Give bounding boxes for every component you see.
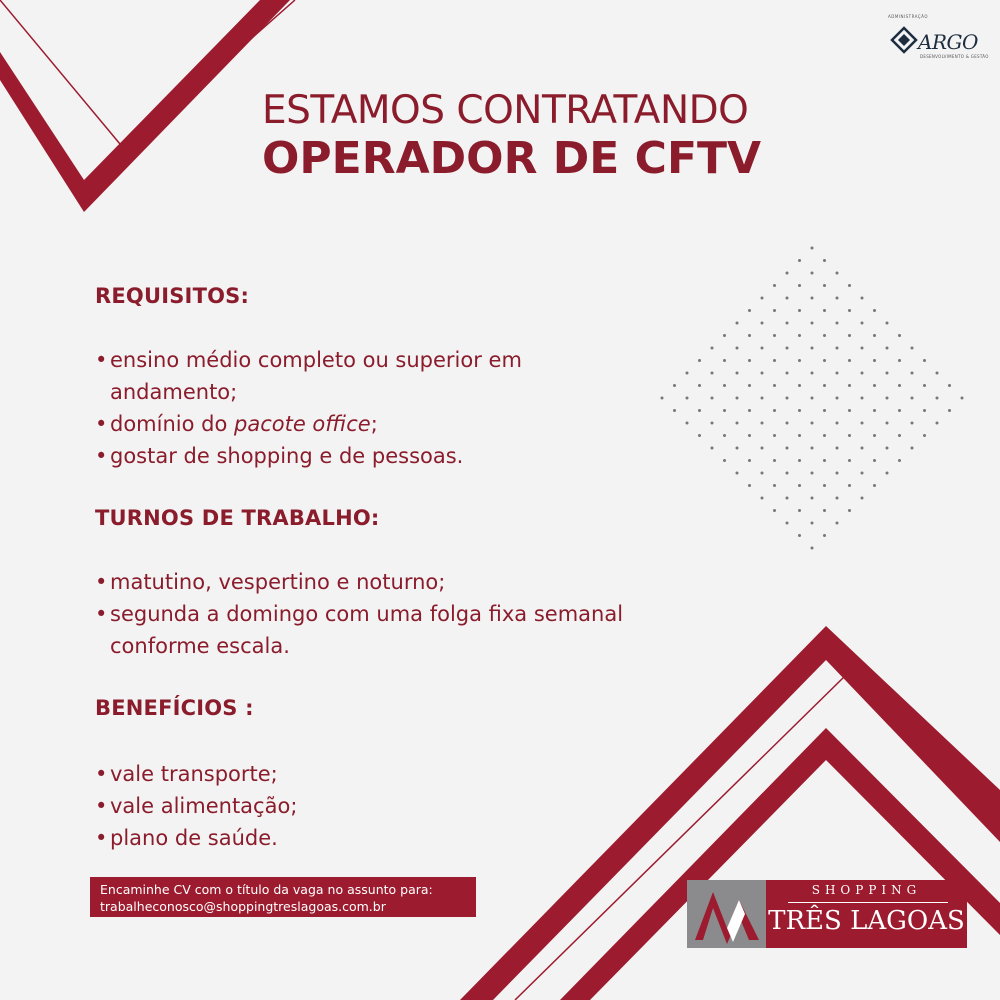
pattern-dot xyxy=(761,372,764,375)
pattern-dot xyxy=(961,397,964,400)
pattern-dot xyxy=(761,347,764,350)
pattern-dot xyxy=(761,397,764,400)
pattern-dot xyxy=(861,472,864,475)
pattern-dot xyxy=(836,472,839,475)
pattern-dot xyxy=(711,397,714,400)
pattern-dot xyxy=(723,459,726,462)
pattern-dot xyxy=(936,397,939,400)
headline-line-2: OPERADOR DE CFTV xyxy=(262,133,762,184)
pattern-dot xyxy=(761,497,764,500)
bullet-icon: • xyxy=(95,444,108,468)
pattern-dot xyxy=(848,359,851,362)
list-item-text-cont: conforme escala. xyxy=(110,634,290,658)
pattern-dot xyxy=(836,497,839,500)
list-item-text: segunda a domingo com uma folga fixa semanal xyxy=(110,602,624,626)
pattern-dot xyxy=(911,372,914,375)
pattern-dot xyxy=(786,397,789,400)
pattern-dot xyxy=(723,334,726,337)
pattern-dot xyxy=(836,397,839,400)
pattern-dot xyxy=(698,434,701,437)
pattern-dot xyxy=(823,259,826,262)
bullet-icon: • xyxy=(95,570,108,594)
list-beneficios xyxy=(95,758,297,854)
pattern-dot xyxy=(748,309,751,312)
list-item-italic: pacote office xyxy=(234,412,371,436)
section-title-beneficios: BENEFÍCIOS : xyxy=(95,696,254,720)
pattern-dot xyxy=(836,297,839,300)
pattern-dot xyxy=(886,347,889,350)
pattern-dot xyxy=(711,422,714,425)
list-turnos xyxy=(95,566,623,662)
pattern-dot xyxy=(823,284,826,287)
shopping-logo xyxy=(687,880,967,948)
pattern-dot xyxy=(748,384,751,387)
pattern-dot xyxy=(798,284,801,287)
pattern-dot xyxy=(923,384,926,387)
pattern-dot xyxy=(698,384,701,387)
argo-logo xyxy=(888,14,988,64)
pattern-dot xyxy=(886,472,889,475)
pattern-dot xyxy=(798,259,801,262)
pattern-dot xyxy=(873,434,876,437)
shopping-logo-divider xyxy=(788,902,948,903)
pattern-dot xyxy=(811,447,814,450)
pattern-dot xyxy=(811,397,814,400)
pattern-dot xyxy=(811,372,814,375)
list-item-text: vale alimentação; xyxy=(110,794,298,818)
section-title-turnos: TURNOS DE TRABALHO: xyxy=(95,506,380,530)
pattern-dot xyxy=(811,422,814,425)
list-item-text-cont: andamento; xyxy=(110,380,238,404)
list-item xyxy=(95,598,623,662)
pattern-dot xyxy=(811,472,814,475)
pattern-dot xyxy=(848,459,851,462)
pattern-dot xyxy=(836,422,839,425)
pattern-dot xyxy=(748,484,751,487)
pattern-dot xyxy=(848,384,851,387)
list-item-text: gostar de shopping e de pessoas. xyxy=(110,444,464,468)
pattern-dot xyxy=(773,409,776,412)
pattern-dot xyxy=(773,359,776,362)
pattern-dot xyxy=(723,409,726,412)
pattern-dot xyxy=(823,409,826,412)
pattern-dot xyxy=(861,497,864,500)
pattern-dot xyxy=(911,397,914,400)
pattern-dot xyxy=(748,359,751,362)
pattern-dot xyxy=(811,247,814,250)
bullet-icon: • xyxy=(95,794,108,818)
pattern-dot xyxy=(898,384,901,387)
pattern-dot xyxy=(886,372,889,375)
section-title-requisitos: REQUISITOS: xyxy=(95,284,250,308)
pattern-dot xyxy=(873,484,876,487)
pattern-dot xyxy=(673,384,676,387)
argo-subtitle: DESENVOLVIMENTO & GESTÃO xyxy=(920,54,989,59)
pattern-dot xyxy=(923,434,926,437)
pattern-dot xyxy=(736,447,739,450)
pattern-dot xyxy=(836,347,839,350)
pattern-dot xyxy=(823,434,826,437)
pattern-dot xyxy=(911,422,914,425)
bullet-icon: • xyxy=(95,762,108,786)
pattern-dot xyxy=(861,372,864,375)
pattern-dot xyxy=(686,372,689,375)
list-item-text: domínio do xyxy=(110,412,234,436)
pattern-dot xyxy=(886,422,889,425)
pattern-dot xyxy=(861,422,864,425)
pattern-dot xyxy=(736,372,739,375)
pattern-dot xyxy=(936,422,939,425)
argo-name: ARGO xyxy=(918,30,978,54)
pattern-dot xyxy=(823,534,826,537)
pattern-dot xyxy=(823,384,826,387)
pattern-dot xyxy=(811,272,814,275)
dot-pattern xyxy=(661,247,964,550)
pattern-dot xyxy=(798,409,801,412)
list-item xyxy=(95,344,522,408)
pattern-dot xyxy=(848,334,851,337)
list-item xyxy=(95,822,297,854)
pattern-dot xyxy=(886,447,889,450)
cta-instruction: Encaminhe CV com o título da vaga no assunto para: xyxy=(100,882,433,897)
pattern-dot xyxy=(836,322,839,325)
pattern-dot xyxy=(786,322,789,325)
pattern-dot xyxy=(798,484,801,487)
pattern-dot xyxy=(736,472,739,475)
pattern-dot xyxy=(761,447,764,450)
shopping-logo-name: TRÊS LAGOAS xyxy=(768,906,965,936)
pattern-dot xyxy=(798,334,801,337)
bullet-icon: • xyxy=(95,348,108,372)
list-requisitos xyxy=(95,344,522,472)
pattern-dot xyxy=(748,434,751,437)
pattern-dot xyxy=(836,372,839,375)
pattern-dot xyxy=(811,322,814,325)
pattern-dot xyxy=(873,409,876,412)
pattern-dot xyxy=(848,284,851,287)
pattern-dot xyxy=(786,447,789,450)
pattern-dot xyxy=(811,547,814,550)
list-item xyxy=(95,566,623,598)
shopping-logo-panel xyxy=(766,880,967,948)
pattern-dot xyxy=(848,484,851,487)
pattern-dot xyxy=(661,397,664,400)
pattern-dot xyxy=(823,309,826,312)
pattern-dot xyxy=(848,309,851,312)
list-item-text: ensino médio completo ou superior em xyxy=(110,348,522,372)
shopping-emblem-icon xyxy=(687,880,767,948)
headline-line-1: ESTAMOS CONTRATANDO xyxy=(262,88,749,133)
pattern-dot xyxy=(686,422,689,425)
pattern-dot xyxy=(823,334,826,337)
list-item-text-end: ; xyxy=(370,412,378,436)
pattern-dot xyxy=(861,347,864,350)
pattern-dot xyxy=(761,297,764,300)
pattern-dot xyxy=(811,297,814,300)
top-left-chevron xyxy=(0,0,290,212)
pattern-dot xyxy=(911,347,914,350)
pattern-dot xyxy=(786,472,789,475)
pattern-dot xyxy=(861,447,864,450)
pattern-dot xyxy=(761,472,764,475)
pattern-dot xyxy=(823,509,826,512)
pattern-dot xyxy=(698,409,701,412)
pattern-dot xyxy=(886,397,889,400)
list-item xyxy=(95,440,522,472)
pattern-dot xyxy=(748,334,751,337)
pattern-dot xyxy=(948,409,951,412)
pattern-dot xyxy=(786,347,789,350)
pattern-dot xyxy=(823,459,826,462)
pattern-dot xyxy=(836,447,839,450)
pattern-dot xyxy=(861,397,864,400)
pattern-dot xyxy=(736,347,739,350)
bullet-icon: • xyxy=(95,826,108,850)
list-item xyxy=(95,408,522,440)
pattern-dot xyxy=(886,322,889,325)
pattern-dot xyxy=(723,384,726,387)
pattern-dot xyxy=(861,297,864,300)
list-item xyxy=(95,790,297,822)
pattern-dot xyxy=(873,459,876,462)
pattern-dot xyxy=(811,497,814,500)
pattern-dot xyxy=(898,409,901,412)
list-item xyxy=(95,758,297,790)
pattern-dot xyxy=(673,409,676,412)
pattern-dot xyxy=(748,459,751,462)
pattern-dot xyxy=(911,447,914,450)
pattern-dot xyxy=(823,359,826,362)
pattern-dot xyxy=(736,422,739,425)
pattern-dot xyxy=(761,322,764,325)
pattern-dot xyxy=(848,434,851,437)
pattern-dot xyxy=(798,434,801,437)
pattern-dot xyxy=(798,384,801,387)
pattern-dot xyxy=(798,534,801,537)
pattern-dot xyxy=(811,522,814,525)
pattern-dot xyxy=(873,384,876,387)
pattern-dot xyxy=(773,459,776,462)
pattern-dot xyxy=(786,272,789,275)
pattern-dot xyxy=(848,509,851,512)
list-item-text: plano de saúde. xyxy=(110,826,278,850)
pattern-dot xyxy=(848,409,851,412)
pattern-dot xyxy=(898,334,901,337)
pattern-dot xyxy=(811,347,814,350)
pattern-dot xyxy=(773,434,776,437)
pattern-dot xyxy=(786,297,789,300)
pattern-dot xyxy=(786,497,789,500)
pattern-dot xyxy=(798,359,801,362)
pattern-dot xyxy=(798,309,801,312)
pattern-dot xyxy=(761,422,764,425)
pattern-dot xyxy=(723,359,726,362)
pattern-dot xyxy=(873,334,876,337)
shopping-logo-top: SHOPPING xyxy=(811,883,922,897)
pattern-dot xyxy=(748,409,751,412)
pattern-dot xyxy=(773,384,776,387)
pattern-dot xyxy=(873,309,876,312)
headline xyxy=(262,88,761,184)
cta-box xyxy=(90,877,476,917)
pattern-dot xyxy=(698,359,701,362)
pattern-dot xyxy=(836,522,839,525)
pattern-dot xyxy=(898,459,901,462)
bullet-icon: • xyxy=(95,412,108,436)
pattern-dot xyxy=(736,322,739,325)
pattern-dot xyxy=(773,334,776,337)
pattern-dot xyxy=(936,372,939,375)
pattern-dot xyxy=(923,409,926,412)
pattern-dot xyxy=(786,422,789,425)
list-item-text: vale transporte; xyxy=(110,762,278,786)
pattern-dot xyxy=(898,434,901,437)
bullet-icon: • xyxy=(95,602,108,626)
pattern-dot xyxy=(948,384,951,387)
pattern-dot xyxy=(786,372,789,375)
pattern-dot xyxy=(773,284,776,287)
pattern-dot xyxy=(898,359,901,362)
pattern-dot xyxy=(711,347,714,350)
pattern-dot xyxy=(861,322,864,325)
pattern-dot xyxy=(723,434,726,437)
pattern-dot xyxy=(798,509,801,512)
pattern-dot xyxy=(773,484,776,487)
pattern-dot xyxy=(873,359,876,362)
pattern-dot xyxy=(823,484,826,487)
list-item-text: matutino, vespertino e noturno; xyxy=(110,570,446,594)
pattern-dot xyxy=(686,397,689,400)
cta-email-link[interactable]: trabalheconosco@shoppingtreslagoas.com.br xyxy=(100,899,386,914)
pattern-dot xyxy=(798,459,801,462)
pattern-dot xyxy=(711,372,714,375)
pattern-dot xyxy=(773,309,776,312)
pattern-dot xyxy=(773,509,776,512)
pattern-dot xyxy=(736,397,739,400)
pattern-dot xyxy=(836,272,839,275)
pattern-dot xyxy=(786,522,789,525)
pattern-dot xyxy=(711,447,714,450)
pattern-dot xyxy=(923,359,926,362)
argo-admin-label: ADMINISTRAÇÃO xyxy=(888,14,928,19)
